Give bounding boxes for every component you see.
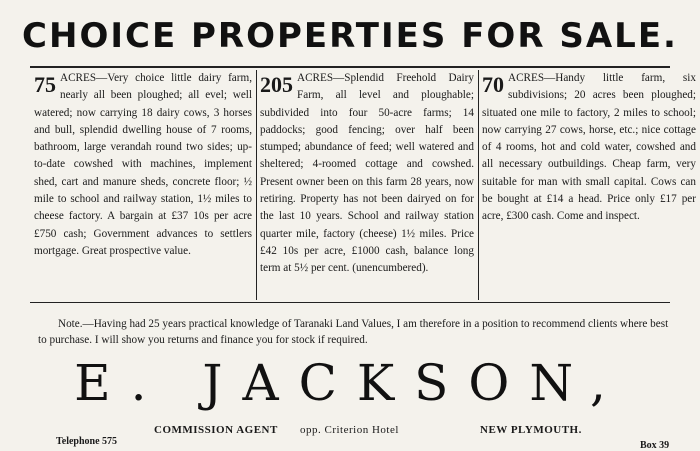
top-rule: [30, 66, 670, 68]
listing-acres-1: 75: [34, 72, 56, 97]
listing-text-3: ACRES—Handy little farm, six subdivisions; 20 acres been ploughed; situated one mile to factory, 2 miles to school; now carrying 27 cows, horse, etc.; nice cottage of 4 rooms, hot and cold water, cowshed and all necessary outbuildings. Cheap farm, very suitable for man with small capital. Cows can be bought at £14 a head. Price only £17 per acre, £300 cash. Come and inspect.: [482, 72, 696, 223]
footer-town: NEW PLYMOUTH.: [480, 424, 582, 436]
listing-column-3: [482, 70, 696, 226]
listing-column-2: [260, 70, 474, 278]
footer-location: opp. Criterion Hotel: [300, 424, 399, 436]
listing-acres-2: 205: [260, 72, 293, 97]
note-paragraph: Note.—Having had 25 years practical knowledge of Taranaki Land Values, I am therefore in a position to recommend clients where best to purchase. I will show you returns and finance you for stock if required.: [38, 318, 669, 346]
headline: CHOICE PROPERTIES FOR SALE.: [22, 16, 678, 56]
listing-acres-3: 70: [482, 72, 504, 97]
column-divider-2: [478, 70, 479, 300]
middle-rule: [30, 302, 670, 303]
column-divider-1: [256, 70, 257, 300]
footer-phone: Telephone 575: [56, 436, 118, 447]
agent-name: E. JACKSON,: [74, 354, 626, 412]
footer-role: COMMISSION AGENT: [154, 424, 278, 436]
footer-box: Box 39: [640, 440, 670, 451]
listing-text-2: ACRES—Splendid Freehold Dairy Farm, all level and ploughable; subdivided into four 50-acre farms; 14 paddocks; good fencing; over half been stumped; abundance of feed; well watered and sheltered; 4-roomed cottage and cowshed. Present owner been on this farm 28 years, now retiring. Property has not been dairyed on for the last 10 years. School and railway station quarter mile, factory (cheese) 1½ miles. Price £42 10s per acre, £1000 cash, balance long term at 5½ per cent. (unencumbered).: [260, 72, 474, 275]
listing-column-1: [34, 70, 252, 260]
listing-text-1: ACRES—Very choice little dairy farm, nearly all been ploughed; all evel; well watered; now carrying 18 dairy cows, 3 horses and bull, splendid dwelling house of 7 rooms, bathroom, large verandah round two sides; up-to-date cowshed with machines, implement shed, cart and manure sheds, concrete floor; ½ mile to school and railway station, 1½ miles to cheese factory. A bargain at £37 10s per acre £750 cash; Government advances to settlers mortgage. Great prospective value.: [34, 72, 252, 257]
